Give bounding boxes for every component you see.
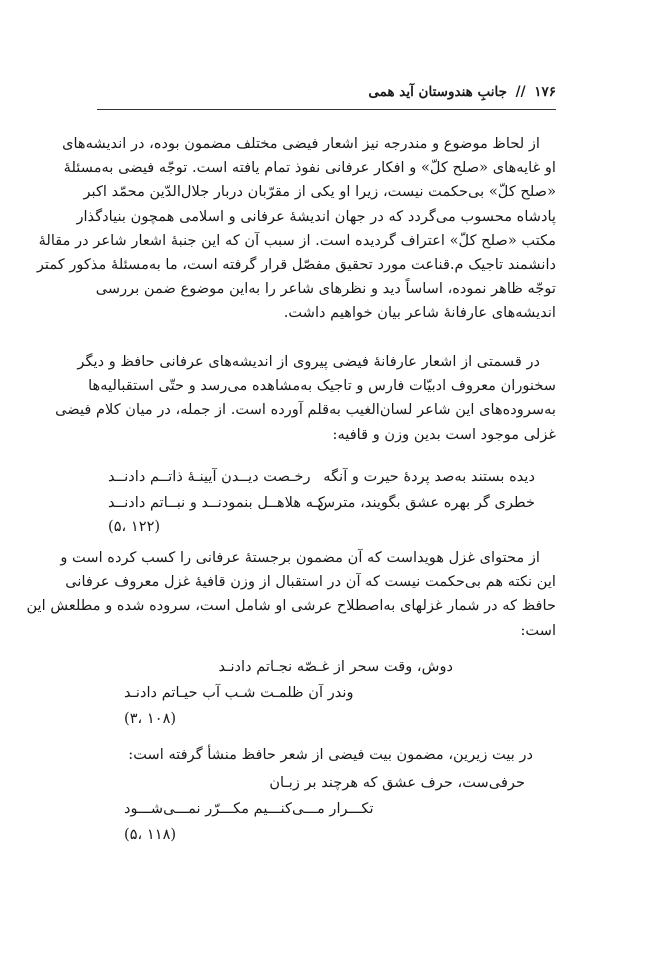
text-line: به‌سروده‌های این شاعر لسان‌الغیب به‌قلم آورده است. از جمله، در میان کلام فیضی xyxy=(55,401,556,419)
header-rule xyxy=(97,109,556,110)
page-number: ۱۷۶ xyxy=(534,84,556,100)
text-line: توجّه ظاهر نموده، اساساً دید و نظرهای شاعر را به‌این موضوع ضمن بررسی xyxy=(95,280,556,298)
running-header xyxy=(97,84,556,106)
verse-hemistich: خطری گر بهره عشق بگویند، مترس xyxy=(317,494,535,511)
text-line: پادشاه محسوب می‌گردد که در جهان اندیشهٔ عرفانی و اسلامی همچون بنیادگذار xyxy=(76,207,556,225)
text-line: در قسمتی از اشعار عارفانهٔ فیضی پیروی از اندیشه‌های عرفانی حافظ و دیگر xyxy=(77,353,540,370)
verse-hemistich: کـه هلاهــل بنمودنــد و نبــاتم دادنــد xyxy=(108,494,325,511)
text-line: اندیشه‌های عارفانهٔ شاعر بیان خواهیم داشت. xyxy=(283,304,556,322)
text-line: «صلح کلّ» بی‌حکمت نیست، زیرا او یکی از مقرّبان دربار جلال‌الدّین محمّد اکبر xyxy=(83,183,556,201)
verse-reference: (۱۲۲ ،۵) xyxy=(108,518,161,535)
verse-hemistich: دیده بستند به‌صد پردهٔ حیرت و آنگه xyxy=(323,468,535,485)
verse-hemistich: رخـصت دیــدن آیینـهٔ ذاتــم دادنــد xyxy=(108,468,311,485)
verse-reference: (۱۰۸ ،۳) xyxy=(124,710,177,727)
header-separator: // xyxy=(515,84,526,100)
verse-hemistich: تکـــرار مـــی‌کنـــیم مکـــرّر نمـــی‌شـــود xyxy=(124,800,374,817)
paragraph-1 xyxy=(36,132,556,326)
text-line: سخنوران معروف ادبیّات فارس و تاجیک به‌مشاهده می‌رسد و حتّی استقبالیه‌ها xyxy=(88,377,556,395)
text-line: مکتب «صلح کلّ» اعتراف گردیده است. از سبب آن که این جنبهٔ اشعار شاعر در مقالهٔ xyxy=(38,231,556,249)
verse-hemistich: دوش، وقت سحر از غـصّه نجـاتم دادنـد xyxy=(218,658,453,675)
verse-hemistich: وندر آن ظلمـت شـب آب حیـاتم دادنـد xyxy=(124,684,354,701)
text-line: از لحاظ موضوع و مندرجه نیز اشعار فیضی مختلف مضمون بوده، در اندیشه‌های xyxy=(62,135,540,152)
text-line: از محتوای غزل هویداست که آن مضمون برجستهٔ عرفانی را کسب کرده است و xyxy=(60,549,540,566)
text-line: است: xyxy=(520,621,556,639)
paragraph-2 xyxy=(55,350,556,447)
text-line: این نکته هم بی‌حکمت نیست که آن در استقبال از وزن قافیهٔ غزل معروف عرفانی xyxy=(65,573,556,591)
text-line: دانشمند تاجیک م.قناعت مورد تحقیق مفصّل قرار گرفته است، ما به‌مسئلهٔ مذکور کمتر xyxy=(36,256,556,274)
verse-hemistich: حرفی‌ست، حرف عشق که هرچند بر زبـان xyxy=(269,774,525,791)
text-line: او غایه‌های «صلح کلّ» و افکار عرفانی نفوذ تمام یافته است. توجّه فیضی به‌مسئلهٔ xyxy=(63,159,556,177)
verse-reference: (۱۱۸ ،۵) xyxy=(124,826,177,843)
book-title: جانبِ هندوستان آید همی xyxy=(368,84,507,100)
text-line: غزلی موجود است بدین وزن و قافیه: xyxy=(332,425,556,443)
text-line: حافظ که در شمار غزلهای به‌اصطلاح عرشی او شامل است، سروده شده و مطلعش این xyxy=(26,597,556,615)
paragraph-3 xyxy=(26,546,556,643)
paragraph-4: در بیت زیرین، مضمون بیت فیضی از شعر حافظ منشأ گرفته است: xyxy=(128,746,533,763)
